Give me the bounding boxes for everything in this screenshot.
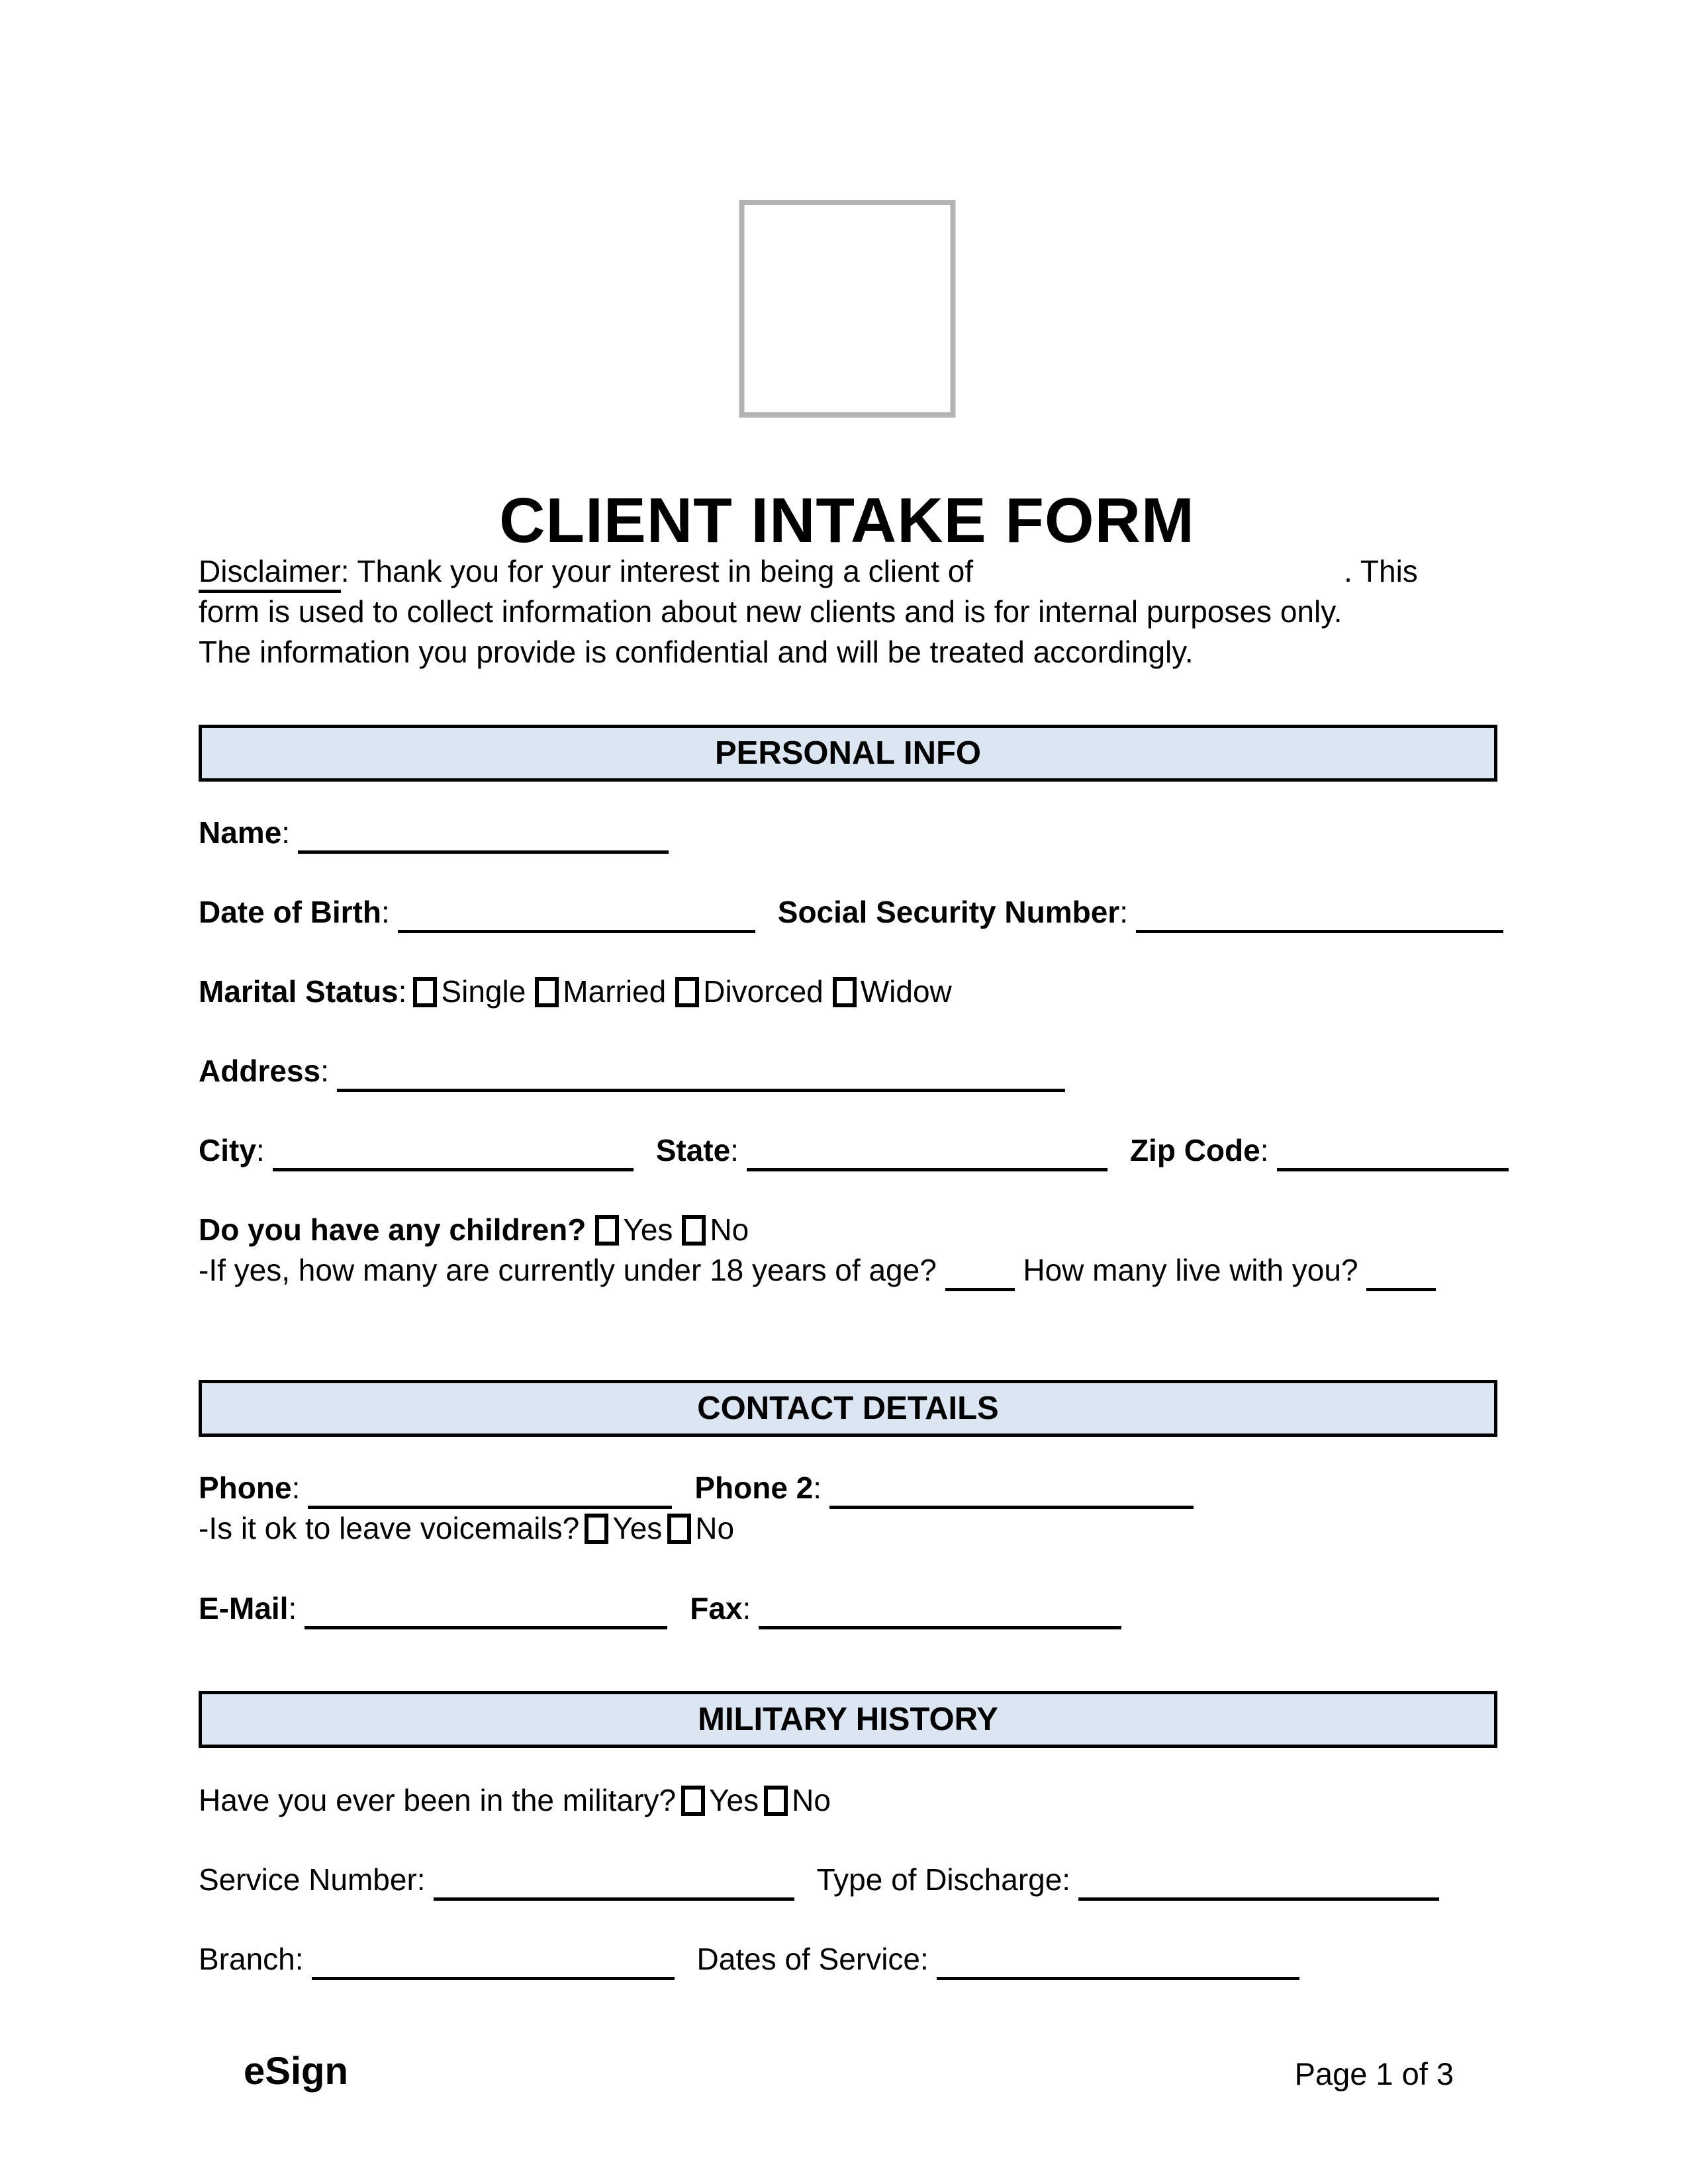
state-label: State	[655, 1133, 731, 1167]
service-number-row	[199, 1860, 1516, 1900]
phone2-colon: :	[813, 1471, 822, 1505]
dob-ssn-row	[199, 892, 1516, 933]
city-state-zip-row	[199, 1130, 1516, 1171]
city-label: City	[199, 1133, 256, 1167]
voicemail-no-checkbox[interactable]	[667, 1514, 691, 1544]
branch-label: Branch:	[199, 1942, 304, 1976]
dob-label: Date of Birth	[199, 895, 381, 929]
fax-label: Fax	[690, 1591, 743, 1625]
divorced-checkbox[interactable]	[675, 977, 699, 1007]
page-title: CLIENT INTAKE FORM	[499, 485, 1195, 556]
military-no-label: No	[792, 1783, 831, 1817]
children-question-line	[199, 1210, 1516, 1250]
section-header-contact-details	[199, 1380, 1497, 1437]
dob-colon: :	[381, 895, 390, 929]
military-question-label: Have you ever been in the military?	[199, 1783, 677, 1817]
children-followup-line	[199, 1250, 1516, 1291]
children-yes-label: Yes	[623, 1212, 673, 1247]
fax-colon: :	[742, 1591, 751, 1625]
children-question-row	[199, 1210, 1516, 1291]
voicemail-no-label: No	[695, 1511, 735, 1545]
name-field-line[interactable]	[298, 820, 669, 854]
children-yes-checkbox[interactable]	[595, 1215, 619, 1246]
divorced-option-label: Divorced	[703, 974, 823, 1009]
fax-field-line[interactable]	[759, 1596, 1121, 1629]
ssn-label: Social Security Number	[777, 895, 1120, 929]
service-number-label: Service Number:	[199, 1862, 426, 1897]
phone-colon: :	[291, 1471, 301, 1505]
disclaimer-line-2: form is used to collect information about new clients and is for internal purposes only.	[199, 594, 1342, 629]
single-checkbox[interactable]	[413, 977, 437, 1007]
married-checkbox[interactable]	[535, 977, 559, 1007]
personal-info-title: PERSONAL INFO	[714, 735, 982, 771]
city-field-line[interactable]	[273, 1138, 634, 1171]
esign-logo: eSign	[244, 2050, 348, 2093]
name-row	[199, 813, 1516, 853]
phone-line	[199, 1468, 1516, 1508]
military-no-checkbox[interactable]	[764, 1786, 788, 1816]
voicemail-yes-label: Yes	[612, 1511, 663, 1545]
address-row	[199, 1051, 1516, 1091]
phone-field-line[interactable]	[308, 1475, 672, 1509]
children-followup-text-2: How many live with you?	[1023, 1253, 1358, 1287]
voicemail-line	[199, 1508, 1516, 1549]
email-field-line[interactable]	[305, 1596, 667, 1629]
disclaimer-after-blank: . This	[1344, 554, 1418, 588]
phone2-label: Phone 2	[694, 1471, 814, 1505]
disclaimer-paragraph	[199, 551, 1496, 672]
contact-details-title: CONTACT DETAILS	[697, 1390, 999, 1426]
branch-field-line[interactable]	[312, 1946, 675, 1980]
ssn-colon: :	[1119, 895, 1128, 929]
name-colon: :	[281, 815, 291, 850]
zip-field-line[interactable]	[1277, 1138, 1509, 1171]
disclaimer-line-1	[199, 551, 1496, 592]
married-option-label: Married	[563, 974, 667, 1009]
phone-label: Phone	[199, 1471, 292, 1505]
military-history-title: MILITARY HISTORY	[698, 1702, 998, 1737]
email-label: E-Mail	[199, 1591, 289, 1625]
state-colon: :	[730, 1133, 739, 1167]
children-under-18-line[interactable]	[945, 1257, 1015, 1291]
marital-status-row	[199, 972, 1516, 1012]
state-field-line[interactable]	[747, 1138, 1107, 1171]
phone-row	[199, 1468, 1516, 1549]
military-yes-checkbox[interactable]	[681, 1786, 705, 1816]
children-live-with-line[interactable]	[1366, 1257, 1436, 1291]
children-followup-text-1: -If yes, how many are currently under 18 years of age?	[199, 1253, 937, 1287]
widow-option-label: Widow	[860, 974, 952, 1009]
ssn-field-line[interactable]	[1136, 899, 1503, 933]
address-field-line[interactable]	[337, 1058, 1065, 1092]
dates-of-service-field-line[interactable]	[937, 1946, 1299, 1980]
section-header-personal-info	[199, 725, 1497, 782]
address-colon: :	[320, 1054, 329, 1088]
name-label: Name	[199, 815, 282, 850]
address-label: Address	[199, 1054, 321, 1088]
discharge-field-line[interactable]	[1078, 1867, 1439, 1901]
disclaimer-label: Disclaimer	[199, 554, 341, 593]
voicemail-yes-checkbox[interactable]	[585, 1514, 608, 1544]
discharge-label: Type of Discharge:	[816, 1862, 1071, 1897]
children-question-label: Do you have any children?	[199, 1212, 587, 1247]
dob-field-line[interactable]	[398, 899, 755, 933]
zip-colon: :	[1260, 1133, 1269, 1167]
section-header-military-history	[199, 1691, 1497, 1748]
single-option-label: Single	[441, 974, 526, 1009]
phone2-field-line[interactable]	[829, 1475, 1194, 1509]
military-question-row	[199, 1780, 1516, 1821]
marital-status-label: Marital Status	[199, 974, 399, 1009]
disclaimer-intro: : Thank you for your interest in being a client of	[340, 554, 974, 588]
voicemail-question-label: -Is it ok to leave voicemails?	[199, 1511, 580, 1545]
page-number: Page 1 of 3	[1294, 2056, 1454, 2091]
city-colon: :	[256, 1133, 265, 1167]
email-colon: :	[288, 1591, 297, 1625]
military-yes-label: Yes	[709, 1783, 759, 1817]
logo-placeholder-box	[739, 200, 955, 418]
widow-checkbox[interactable]	[833, 977, 857, 1007]
service-number-field-line[interactable]	[434, 1867, 794, 1901]
dates-of-service-label: Dates of Service:	[696, 1942, 929, 1976]
email-fax-row	[199, 1588, 1516, 1629]
zip-label: Zip Code	[1129, 1133, 1260, 1167]
disclaimer-line-3: The information you provide is confidential and will be treated accordingly.	[199, 635, 1194, 669]
marital-colon: :	[398, 974, 407, 1009]
branch-row	[199, 1939, 1516, 1979]
children-no-checkbox[interactable]	[682, 1215, 706, 1246]
children-no-label: No	[710, 1212, 749, 1247]
